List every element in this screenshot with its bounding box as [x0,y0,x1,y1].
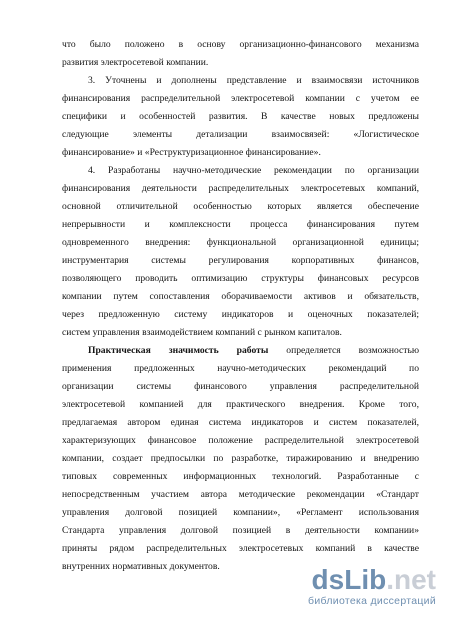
text-line: приняты рядом распределительных электросетевых компаний в качестве [62,543,419,554]
watermark [261,565,436,611]
text-line: через предложенную систему индикаторов и оценочных показателей; [62,309,419,320]
text-line: компании путем сопоставления оборачиваемости активов и обязательств, [62,291,419,302]
text-line: типовых современных информационных технологий. Разработанные с [62,471,419,482]
text-line: позволяющего проводить оптимизацию структуры финансовых ресурсов [62,273,419,284]
text-line: непосредственным участием автора методические рекомендации «Стандарт [62,489,419,500]
text-line: организации системы финансового управления распределительной [62,381,419,392]
text-line: финансирование» и «Реструктуризационное финансирование». [62,147,321,158]
text-line: применения предложенных научно-методических рекомендаций по [62,363,419,374]
text-line: управления долговой позицией компании», «Регламент использования [62,507,419,518]
text-line: специфики и особенностей развития. В качестве новых предложены [62,111,419,122]
text-line: характеризующих финансовое положение распределительной электросетевой [62,435,419,446]
text-line: Стандарта управления долговой позицией в деятельности компании» [62,525,419,536]
text-line: систем управления взаимодействием компаний с рынком капиталов. [62,327,342,338]
text-line: развития электросетевой компании. [62,57,209,68]
watermark-logo [312,565,436,595]
bold-lead: Практическая значимость работы [88,345,269,356]
text-line: одновременного внедрения: функциональной организационной единицы; [62,237,419,248]
watermark-logo-tld: .net [386,564,436,595]
text-line [88,344,419,357]
text-line: компании, создает предпосылки по разработке, тиражированию и внедрению [62,453,419,464]
text-line: инструментария системы регулирования корпоративных финансов, [62,255,419,266]
text-line: что было положено в основу организационно-финансового механизма [62,39,419,50]
text-line: основной отличительной особенностью которых является обеспечение [62,201,419,212]
text-line: 4. Разработаны научно-методические рекомендации по организации [88,165,419,176]
text-line: предлагаемая автором единая система индикаторов и систем показателей, [62,417,419,428]
text-line: внутренних нормативных документов. [62,561,220,572]
watermark-subtitle: библиотека диссертаций [308,595,436,607]
text-line: финансирования распределительной электросетевой компании с учетом ее [62,93,419,104]
text-line: 3. Уточнены и дополнены представление и взаимосвязи источников [88,75,419,86]
text-line: следующие элементы детализации взаимосвязей: «Логистическое [62,129,419,140]
watermark-logo-main: dsLib [311,564,387,595]
text-line: электросетевой компанией для практического внедрения. Кроме того, [62,399,419,410]
text-line: непрерывности и комплексности процесса финансирования путем [62,219,419,230]
text-line: финансирования деятельности распределительных электросетевых компаний, [62,183,419,194]
text-line-rest: определяется возможностью [286,345,419,356]
